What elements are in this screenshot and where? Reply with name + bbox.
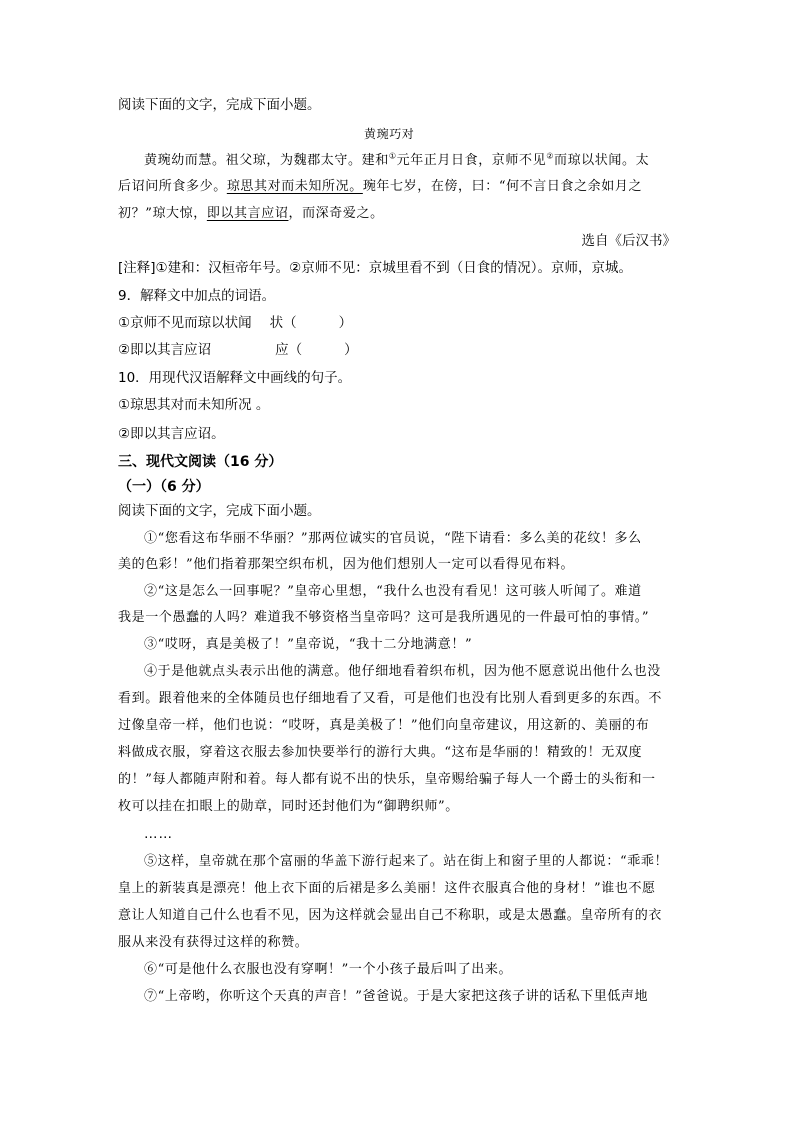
modern-line: ②“这是怎么一回事呢？”皇帝心里想，“我什么也没有看见！这可骇人听闻了。难道 (144, 584, 642, 599)
reading-instruction: 阅读下面的文字，完成下面小题。 (118, 97, 321, 113)
modern-line: ⑦“上帝哟，你听这个天真的声音！”爸爸说。于是大家把这孩子讲的话私下里低声地 (144, 989, 649, 1004)
classical-text: 而琼以状闻。太 (553, 153, 650, 168)
modern-line: ⑥“可是他什么衣服也没有穿啊！”一个小孩子最后叫了出来。 (144, 962, 513, 977)
classical-text: 后诏问所食多少。 (118, 179, 227, 194)
modern-line: ⑤这样，皇帝就在那个富丽的华盖下游行起来了。站在街上和窗子里的人都说：“乖乖！ (144, 854, 669, 869)
underlined-sentence-1: 琼思其对而未知所况。 (226, 179, 363, 194)
item-text: ②即以其言应诏 (118, 342, 212, 358)
ellipsis: …… (144, 826, 173, 842)
modern-line: ①“您看这布华丽不华丽？”那两位诚实的官员说，“陛下请看：多么美的花纹！多么 (144, 531, 642, 546)
footnote-marker-2: ② (546, 151, 554, 161)
modern-line: 皇上的新装真是漂亮！他上衣下面的后裙是多么美丽！这件衣服真合他的身材！”谁也不愿 (118, 881, 656, 896)
modern-line: 的！”每人都随声附和着。每人都有说不出的快乐，皇帝赐给骗子每人一个爵士的头衔和一 (118, 772, 656, 787)
classical-title: 黄琬巧对 (364, 127, 415, 141)
answer-word: 应（ (275, 342, 303, 358)
classical-line-3 (118, 205, 384, 223)
modern-line: 看到。跟着他来的全体随员也仔细地看了又看，可是他们也没有比别人看到更多的东西。不 (118, 691, 663, 706)
underlined-sentence-2: 即以其言应诏 (206, 206, 289, 221)
modern-line: 我是一个愚蠢的人吗？难道我不够资格当皇帝吗？这可是我所遇见的一件最可怕的事情。” (118, 610, 650, 625)
reading-instruction-2: 阅读下面的文字，完成下面小题。 (118, 503, 321, 519)
item-text: ①京师不见而琼以状闻 (118, 315, 252, 331)
classical-line-1 (118, 152, 649, 170)
footnote-marker-1: ① (388, 151, 397, 161)
question-10-item-1: ①琼思其对而未知所况 。 (118, 397, 270, 413)
question-9-stem: 9．解释文中加点的词语。 (118, 288, 276, 304)
answer-bracket: ） (338, 315, 353, 331)
classical-text: ，而深奇爱之。 (288, 206, 384, 221)
classical-text: 元年正月日食，京师不见 (396, 153, 547, 168)
annotation-notes: [注释]①建和：汉桓帝年号。②京师不见：京城里看不到（日食的情况）。京师，京城。 (118, 260, 632, 276)
question-10-stem: 10．用现代汉语解释文中画线的句子。 (118, 370, 352, 386)
modern-line: 服从来没有获得过这样的称赞。 (118, 935, 309, 950)
modern-line: ④于是他就点头表示出他的满意。他仔细地看着织布机，因为他不愿意说出他什么也没 (144, 664, 661, 679)
modern-line: 料做成衣服，穿着这衣服去参加快要举行的游行大典。“这布是华丽的！精致的！无双度 (118, 745, 643, 760)
subsection-heading: （一）（6 分） (118, 479, 210, 495)
answer-bracket: ） (344, 342, 358, 358)
classical-text: 黄琬幼而慧。祖父琼，为魏郡太守。建和 (144, 153, 389, 168)
classical-text: 初？”琼大惊， (118, 206, 207, 221)
section-heading: 三、现代文阅读（16 分） (118, 454, 283, 470)
question-9-item-1 (118, 314, 352, 332)
classical-line-2 (118, 178, 642, 196)
question-10-item-2: ②即以其言应诏。 (118, 426, 225, 442)
modern-line: 意让人知道自己什么也看不见，因为这样就会显出自己不称职，或是太愚蠢。皇帝所有的衣 (118, 908, 663, 923)
modern-line: 美的色彩！”他们指着那架空织布机，因为他们想别人一定可以看得见布料。 (118, 557, 575, 572)
classical-text: 琬年七岁，在傍，曰：“何不言日食之余如月之 (362, 179, 643, 194)
question-9-item-2 (118, 341, 358, 359)
modern-line: ③“哎呀，真是美极了！”皇帝说，“我十二分地满意！” (144, 637, 473, 652)
source-citation: 选自《后汉书》 (581, 233, 676, 249)
modern-line: 过像皇帝一样，他们也说：“哎呀，真是美极了！”他们向皇帝建议，用这新的、美丽的布 (118, 718, 650, 733)
answer-word: 状（ (269, 315, 297, 331)
modern-line: 枚可以挂在扣眼上的勋章，同时还封他们为“御聘织师”。 (118, 799, 459, 814)
